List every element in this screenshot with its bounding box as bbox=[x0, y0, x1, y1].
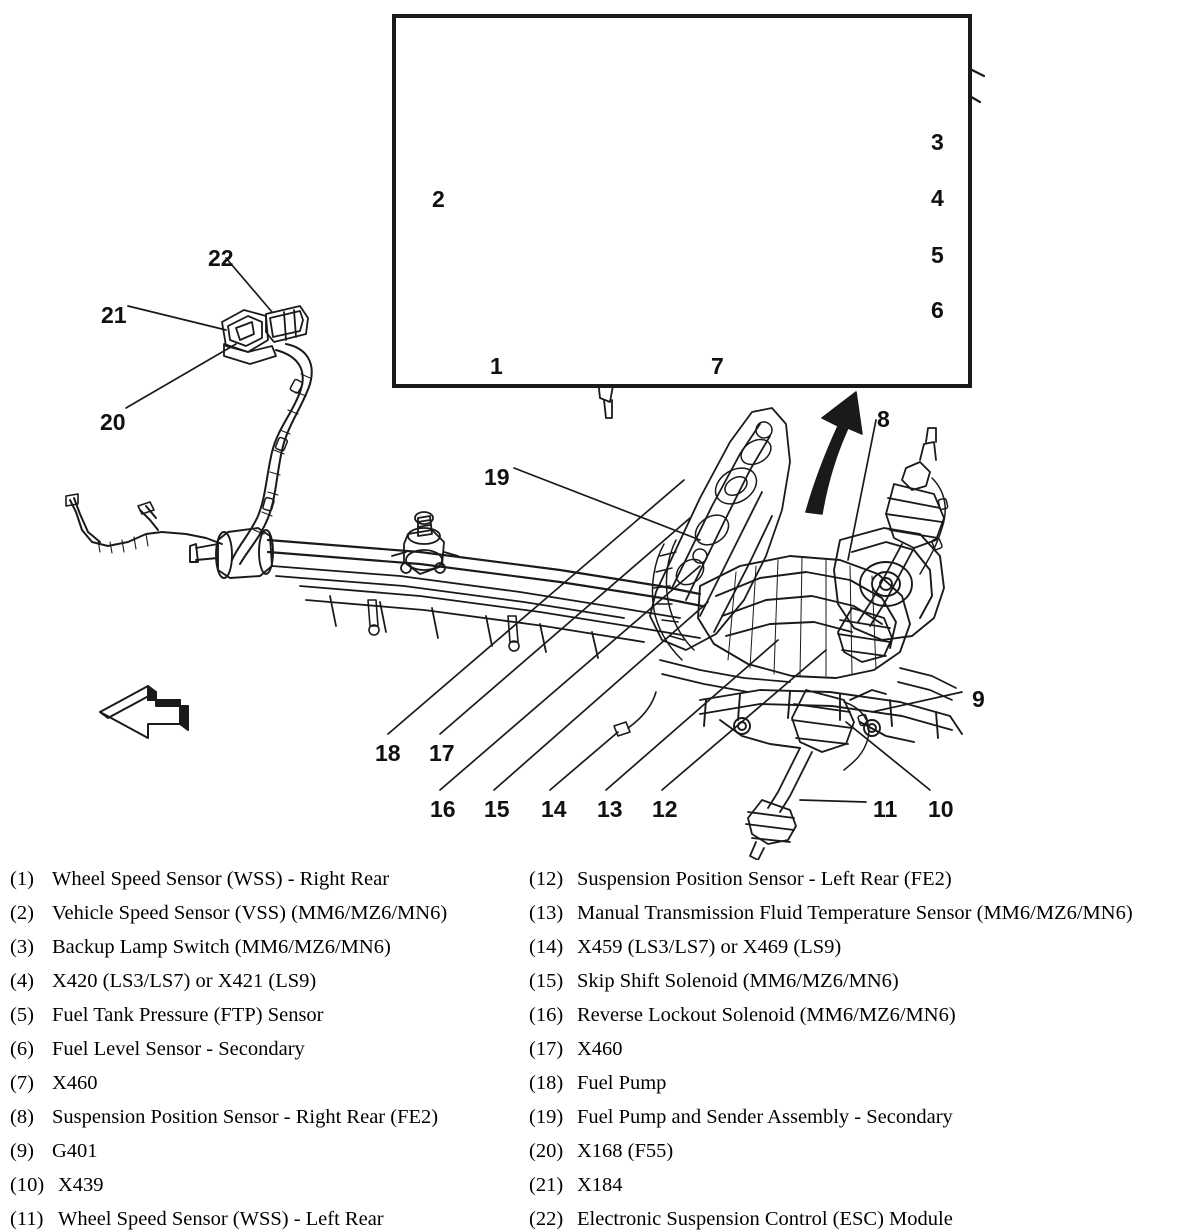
callout-22: 22 bbox=[208, 245, 234, 271]
legend-item-7 bbox=[10, 1066, 530, 1100]
legend-label: X439 bbox=[58, 1174, 104, 1196]
legend-item-5 bbox=[10, 998, 530, 1032]
legend-number: (8) bbox=[10, 1106, 34, 1128]
legend-label: G401 bbox=[52, 1140, 98, 1162]
legend-label: Suspension Position Sensor - Right Rear (FE2) bbox=[52, 1106, 439, 1128]
legend-column-left bbox=[10, 862, 530, 1232]
legend-label: Wheel Speed Sensor (WSS) - Left Rear bbox=[58, 1208, 384, 1230]
legend-number: (4) bbox=[10, 970, 34, 992]
legend-number: (13) bbox=[529, 902, 564, 924]
legend-item-14 bbox=[529, 930, 1194, 964]
legend-label: X459 (LS3/LS7) or X469 (LS9) bbox=[577, 936, 842, 958]
legend-label: Suspension Position Sensor - Left Rear (FE2) bbox=[577, 868, 952, 890]
legend-item-9 bbox=[10, 1134, 530, 1168]
callout-1: 1 bbox=[490, 353, 503, 379]
legend-number: (12) bbox=[529, 868, 564, 890]
legend-number: (22) bbox=[529, 1208, 564, 1230]
legend-item-22 bbox=[529, 1202, 1194, 1232]
callout-12: 12 bbox=[652, 796, 678, 822]
legend-number: (16) bbox=[529, 1004, 564, 1026]
callout-6: 6 bbox=[931, 297, 944, 323]
legend-number: (5) bbox=[10, 1004, 34, 1026]
legend-label: Fuel Tank Pressure (FTP) Sensor bbox=[52, 1004, 324, 1026]
callout-8: 8 bbox=[877, 406, 890, 432]
callout-16: 16 bbox=[430, 796, 456, 822]
view-relation-curved-arrow bbox=[806, 392, 862, 514]
callout-17: 17 bbox=[429, 740, 455, 766]
legend-number: (2) bbox=[10, 902, 34, 924]
legend-label: Electronic Suspension Control (ESC) Module bbox=[577, 1208, 953, 1230]
legend-item-12 bbox=[529, 862, 1194, 896]
legend-item-11 bbox=[10, 1202, 530, 1232]
legend-label: X184 bbox=[577, 1174, 623, 1196]
callout-14: 14 bbox=[541, 796, 567, 822]
callout-7: 7 bbox=[711, 353, 724, 379]
callout-18: 18 bbox=[375, 740, 401, 766]
legend-number: (19) bbox=[529, 1106, 564, 1128]
legend-item-1 bbox=[10, 862, 530, 896]
legend-item-18 bbox=[529, 1066, 1194, 1100]
legend-item-15 bbox=[529, 964, 1194, 998]
legend-item-21 bbox=[529, 1168, 1194, 1202]
legend-number: (9) bbox=[10, 1140, 34, 1162]
legend-item-19 bbox=[529, 1100, 1194, 1134]
legend-number: (6) bbox=[10, 1038, 34, 1060]
callout-10: 10 bbox=[928, 796, 954, 822]
legend-item-6 bbox=[10, 1032, 530, 1066]
legend-number: (10) bbox=[10, 1174, 45, 1196]
legend-number: (3) bbox=[10, 936, 34, 958]
legend-column-right bbox=[529, 862, 1194, 1232]
legend-number: (14) bbox=[529, 936, 564, 958]
legend-label: Fuel Level Sensor - Secondary bbox=[52, 1038, 305, 1060]
callout-5: 5 bbox=[931, 242, 944, 268]
legend-label: X420 (LS3/LS7) or X421 (LS9) bbox=[52, 970, 317, 992]
callout-11: 11 bbox=[873, 796, 898, 822]
legend-number: (15) bbox=[529, 970, 564, 992]
callout-9: 9 bbox=[972, 686, 985, 712]
legend-label: X460 bbox=[577, 1038, 623, 1060]
callout-21: 21 bbox=[101, 302, 127, 328]
callout-4: 4 bbox=[931, 185, 944, 211]
legend-label: X460 bbox=[52, 1072, 98, 1094]
legend-item-13 bbox=[529, 896, 1194, 930]
legend-number: (17) bbox=[529, 1038, 564, 1060]
legend-item-16 bbox=[529, 998, 1194, 1032]
legend-label: Skip Shift Solenoid (MM6/MZ6/MN6) bbox=[577, 970, 899, 992]
legend-label: Fuel Pump bbox=[577, 1072, 667, 1094]
legend-label: Manual Transmission Fluid Temperature Sensor (MM6/MZ6/MN6) bbox=[577, 902, 1133, 924]
legend-label: Vehicle Speed Sensor (VSS) (MM6/MZ6/MN6) bbox=[52, 902, 448, 924]
legend-item-8 bbox=[10, 1100, 530, 1134]
callout-2: 2 bbox=[432, 186, 445, 212]
legend-item-20 bbox=[529, 1134, 1194, 1168]
callout-13: 13 bbox=[597, 796, 623, 822]
legend-number: (7) bbox=[10, 1072, 34, 1094]
legend-label: Reverse Lockout Solenoid (MM6/MZ6/MN6) bbox=[577, 1004, 956, 1026]
legend-label: Backup Lamp Switch (MM6/MZ6/MN6) bbox=[52, 936, 391, 958]
legend-item-10 bbox=[10, 1168, 530, 1202]
legend-number: (20) bbox=[529, 1140, 564, 1162]
legend-label: Wheel Speed Sensor (WSS) - Right Rear bbox=[52, 868, 390, 890]
legend-item-4 bbox=[10, 964, 530, 998]
legend-number: (18) bbox=[529, 1072, 564, 1094]
legend-item-3 bbox=[10, 930, 530, 964]
callout-20: 20 bbox=[100, 409, 126, 435]
callout-19: 19 bbox=[484, 464, 510, 490]
legend-number: (11) bbox=[10, 1208, 44, 1230]
rear-drivetrain-detail-inset-frame bbox=[392, 14, 972, 388]
legend-item-2 bbox=[10, 896, 530, 930]
legend-number: (1) bbox=[10, 868, 34, 890]
component-legend bbox=[0, 862, 1200, 1232]
legend-number: (21) bbox=[529, 1174, 564, 1196]
callout-3: 3 bbox=[931, 129, 944, 155]
legend-label: X168 (F55) bbox=[577, 1140, 674, 1162]
callout-15: 15 bbox=[484, 796, 510, 822]
forward-direction-arrow-main bbox=[100, 686, 188, 738]
legend-item-17 bbox=[529, 1032, 1194, 1066]
legend-label: Fuel Pump and Sender Assembly - Secondary bbox=[577, 1106, 953, 1128]
